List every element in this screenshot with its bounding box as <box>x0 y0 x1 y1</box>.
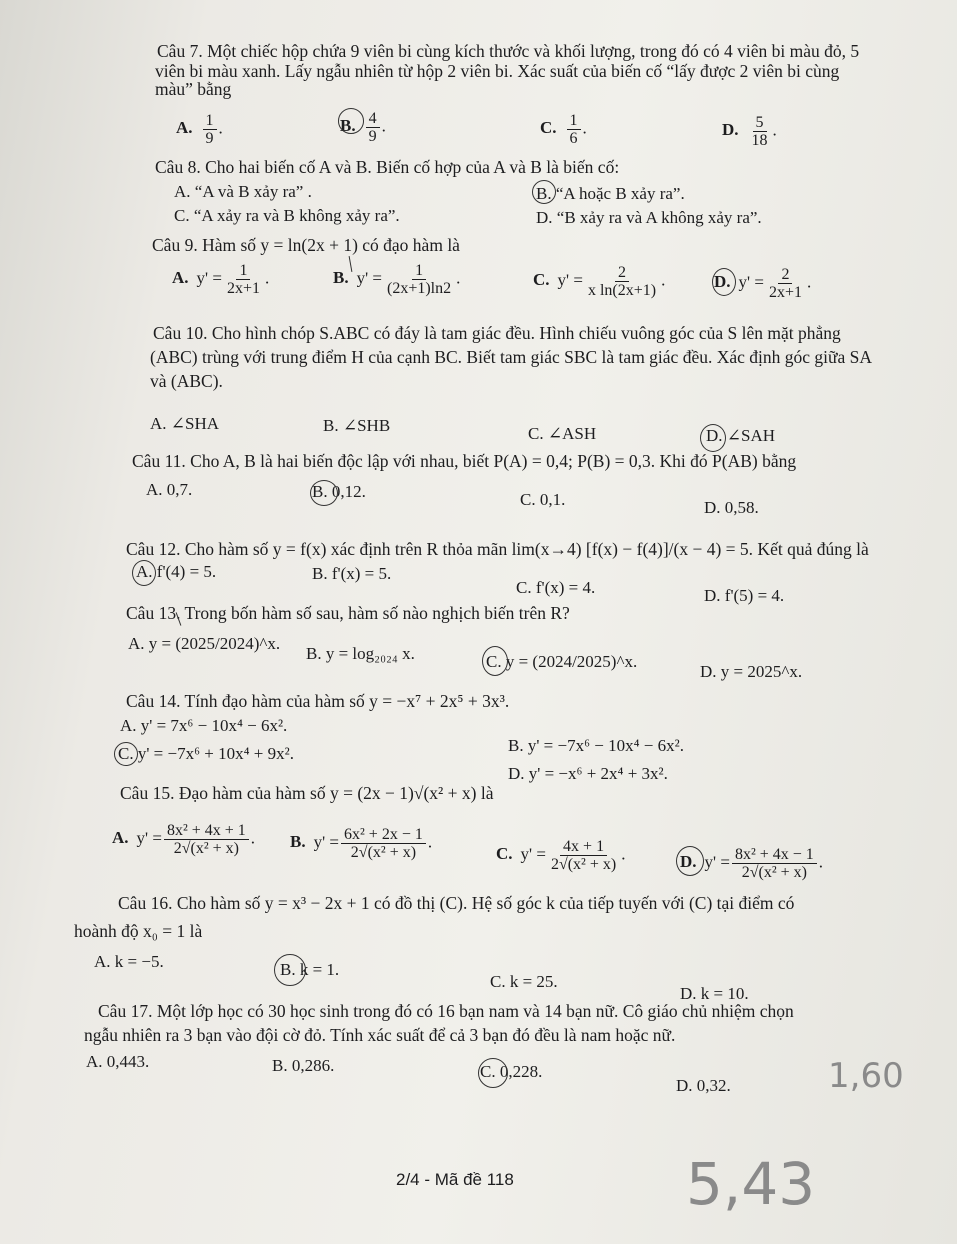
q14-option-c: C. y' = −7x⁶ + 10x⁴ + 9x². <box>118 744 294 763</box>
q10-option-d: D. ∠SAH <box>706 426 776 445</box>
q10-option-c: C. ∠ASH <box>528 424 597 443</box>
q12-option-b: B. f'(x) = 5. <box>312 564 392 583</box>
answer-circle-q13 <box>482 646 508 676</box>
q11-option-a: A. 0,7. <box>146 480 193 499</box>
q17-option-c: C. 0,228. <box>480 1062 543 1081</box>
q15-option-c: C. y' = $\frac{4x + 1}{\text{2√(x² + x)}}$ . <box>496 838 626 873</box>
answer-circle-q9 <box>712 268 736 296</box>
q8-option-b: B. “A hoặc B xảy ra”. <box>536 184 685 203</box>
q7-option-b: B. $\frac{4}{9}$ . <box>340 110 386 145</box>
q17-option-b: B. 0,286. <box>272 1056 335 1075</box>
q7-option-d: D. $\frac{5}{18}$ . <box>722 114 777 149</box>
q17-line2: ngẫu nhiên ra 3 bạn vào đội cờ đỏ. Tính xác suất để cả 3 bạn đó đều là nam hoặc nữ. <box>84 1025 676 1045</box>
q11-option-c: C. 0,1. <box>520 490 566 509</box>
q17-option-a: A. 0,443. <box>86 1052 150 1071</box>
q15-stem: Câu 15. Đạo hàm của hàm số y = (2x − 1)√(x² + x) là <box>120 783 494 803</box>
q15-option-d: D. y' = $\frac{\text{8x² + 4x − 1}}{\text{2√(x² + x)}}$ . <box>680 846 824 881</box>
q7-option-c: C. $\frac{1}{6}$ . <box>540 112 587 147</box>
q9-stem: Câu 9. Hàm số y = ln(2x + 1) có đạo hàm là <box>152 235 460 255</box>
q15-option-a: A. y' = $\frac{\text{8x² + 4x + 1}}{\text{2√(x² + x)}}$ . <box>112 822 256 857</box>
q13-option-d: D. y = 2025^x. <box>700 662 803 681</box>
q16-option-c: C. k = 25. <box>490 972 558 991</box>
q16-option-d: D. k = 10. <box>680 984 749 1003</box>
q13-option-b: B. y = log₂₀₂₄ x. <box>306 644 415 663</box>
q10-line1: Câu 10. Cho hình chóp S.ABC có đáy là tam giác đều. Hình chiếu vuông góc của S lên mặt phẳng <box>153 323 841 343</box>
q7-line2: viên bi màu xanh. Lấy ngẫu nhiên từ hộp 2 viên bi. Xác suất của biến cố “lấy được 2 viên bi cùng <box>155 61 840 81</box>
answer-circle-q15 <box>676 846 704 876</box>
q9-option-a: A. y' = $\frac{1}{2x+1}$ . <box>172 262 270 297</box>
q9-option-b: B. y' = $\frac{1}{(2x+1)\ln 2}$ . <box>333 262 461 297</box>
q9-option-c: C. y' = $\frac{2}{\text{x ln(2x+1)}}$ . <box>533 264 666 299</box>
handwritten-note-2: 5,43 <box>686 1150 816 1218</box>
q10-line2: (ABC) trùng với trung điểm H của cạnh BC. Biết tam giác SBC là tam giác đều. Xác định góc giữa SA <box>150 347 873 367</box>
q14-option-d: D. y' = −x⁶ + 2x⁴ + 3x². <box>508 764 668 783</box>
q11-stem: Câu 11. Cho A, B là hai biến độc lập với nhau, biết P(A) = 0,4; P(B) = 0,3. Khi đó P(AB) bằng <box>132 451 797 471</box>
q16-option-b: B. k = 1. <box>280 960 340 979</box>
page-footer: 2/4 - Mã đề 118 <box>396 1170 514 1189</box>
q8-option-a: A. “A và B xảy ra” . <box>174 182 312 201</box>
q10-option-a: A. ∠SHA <box>150 414 220 433</box>
q8-option-c: C. “A xảy ra và B không xảy ra”. <box>174 206 400 225</box>
q7-line1: Câu 7. Một chiếc hộp chứa 9 viên bi cùng kích thước và khối lượng, trong đó có 4 viên bi màu đỏ, 5 <box>157 41 860 61</box>
answer-circle-q11 <box>310 480 338 506</box>
answer-circle-q17 <box>478 1058 508 1088</box>
answer-circle-q12 <box>132 560 156 586</box>
q8-option-d: D. “B xảy ra và A không xảy ra”. <box>536 208 762 227</box>
answer-circle-q7 <box>338 108 364 134</box>
q12-option-a: A. f'(4) = 5. <box>136 562 217 581</box>
q12-option-c: C. f'(x) = 4. <box>516 578 596 597</box>
q12-stem: Câu 12. Cho hàm số y = f(x) xác định trên R thỏa mãn lim(x→4) [f(x) − f(4)]/(x − 4) = 5. Kết quả đúng là <box>126 539 869 559</box>
q16-line1: Câu 16. Cho hàm số y = x³ − 2x + 1 có đồ thị (C). Hệ số góc k của tiếp tuyến với (C) tại điểm có <box>118 893 795 913</box>
answer-circle-q16 <box>274 954 306 986</box>
q10-line3: và (ABC). <box>150 371 223 391</box>
q16-option-a: A. k = −5. <box>94 952 164 971</box>
q13-option-c: C. y = (2024/2025)^x. <box>486 652 638 671</box>
q17-option-d: D. 0,32. <box>676 1076 731 1095</box>
q17-line1: Câu 17. Một lớp học có 30 học sinh trong đó có 16 bạn nam và 14 bạn nữ. Cô giáo chủ nhiệm chọn <box>98 1001 794 1021</box>
q16-line2: hoành độ x₀ = 1 là <box>74 921 203 941</box>
q11-option-b: B. 0,12. <box>312 482 366 501</box>
q15-option-b: B. y' = $\frac{\text{6x² + 2x − 1}}{\text{2√(x² + x)}}$ . <box>290 826 433 861</box>
q13-option-a: A. y = (2025/2024)^x. <box>128 634 281 653</box>
q12-option-d: D. f'(5) = 4. <box>704 586 785 605</box>
q9-option-d: D. y' = $\frac{2}{2x+1}$ . <box>714 266 812 301</box>
q13-stem: Câu 13. Trong bốn hàm số sau, hàm số nào nghịch biến trên R? <box>126 603 570 623</box>
q11-option-d: D. 0,58. <box>704 498 759 517</box>
answer-circle-q14 <box>114 742 138 766</box>
q10-option-b: B. ∠SHB <box>323 416 391 435</box>
handwritten-note-1: 1,60 <box>828 1056 904 1096</box>
answer-circle-q8 <box>532 180 556 204</box>
q14-option-b: B. y' = −7x⁶ − 10x⁴ − 6x². <box>508 736 684 755</box>
answer-circle-q10 <box>700 424 726 452</box>
q8-stem: Câu 8. Cho hai biến cố A và B. Biến cố hợp của A và B là biến cố: <box>155 157 620 177</box>
q7-line3: màu” bằng <box>155 79 232 99</box>
q14-stem: Câu 14. Tính đạo hàm của hàm số y = −x⁷ + 2x⁵ + 3x³. <box>126 691 510 711</box>
q7-option-a: A. $\frac{1}{9}$ . <box>176 112 223 147</box>
q14-option-a: A. y' = 7x⁶ − 10x⁴ − 6x². <box>120 716 288 735</box>
